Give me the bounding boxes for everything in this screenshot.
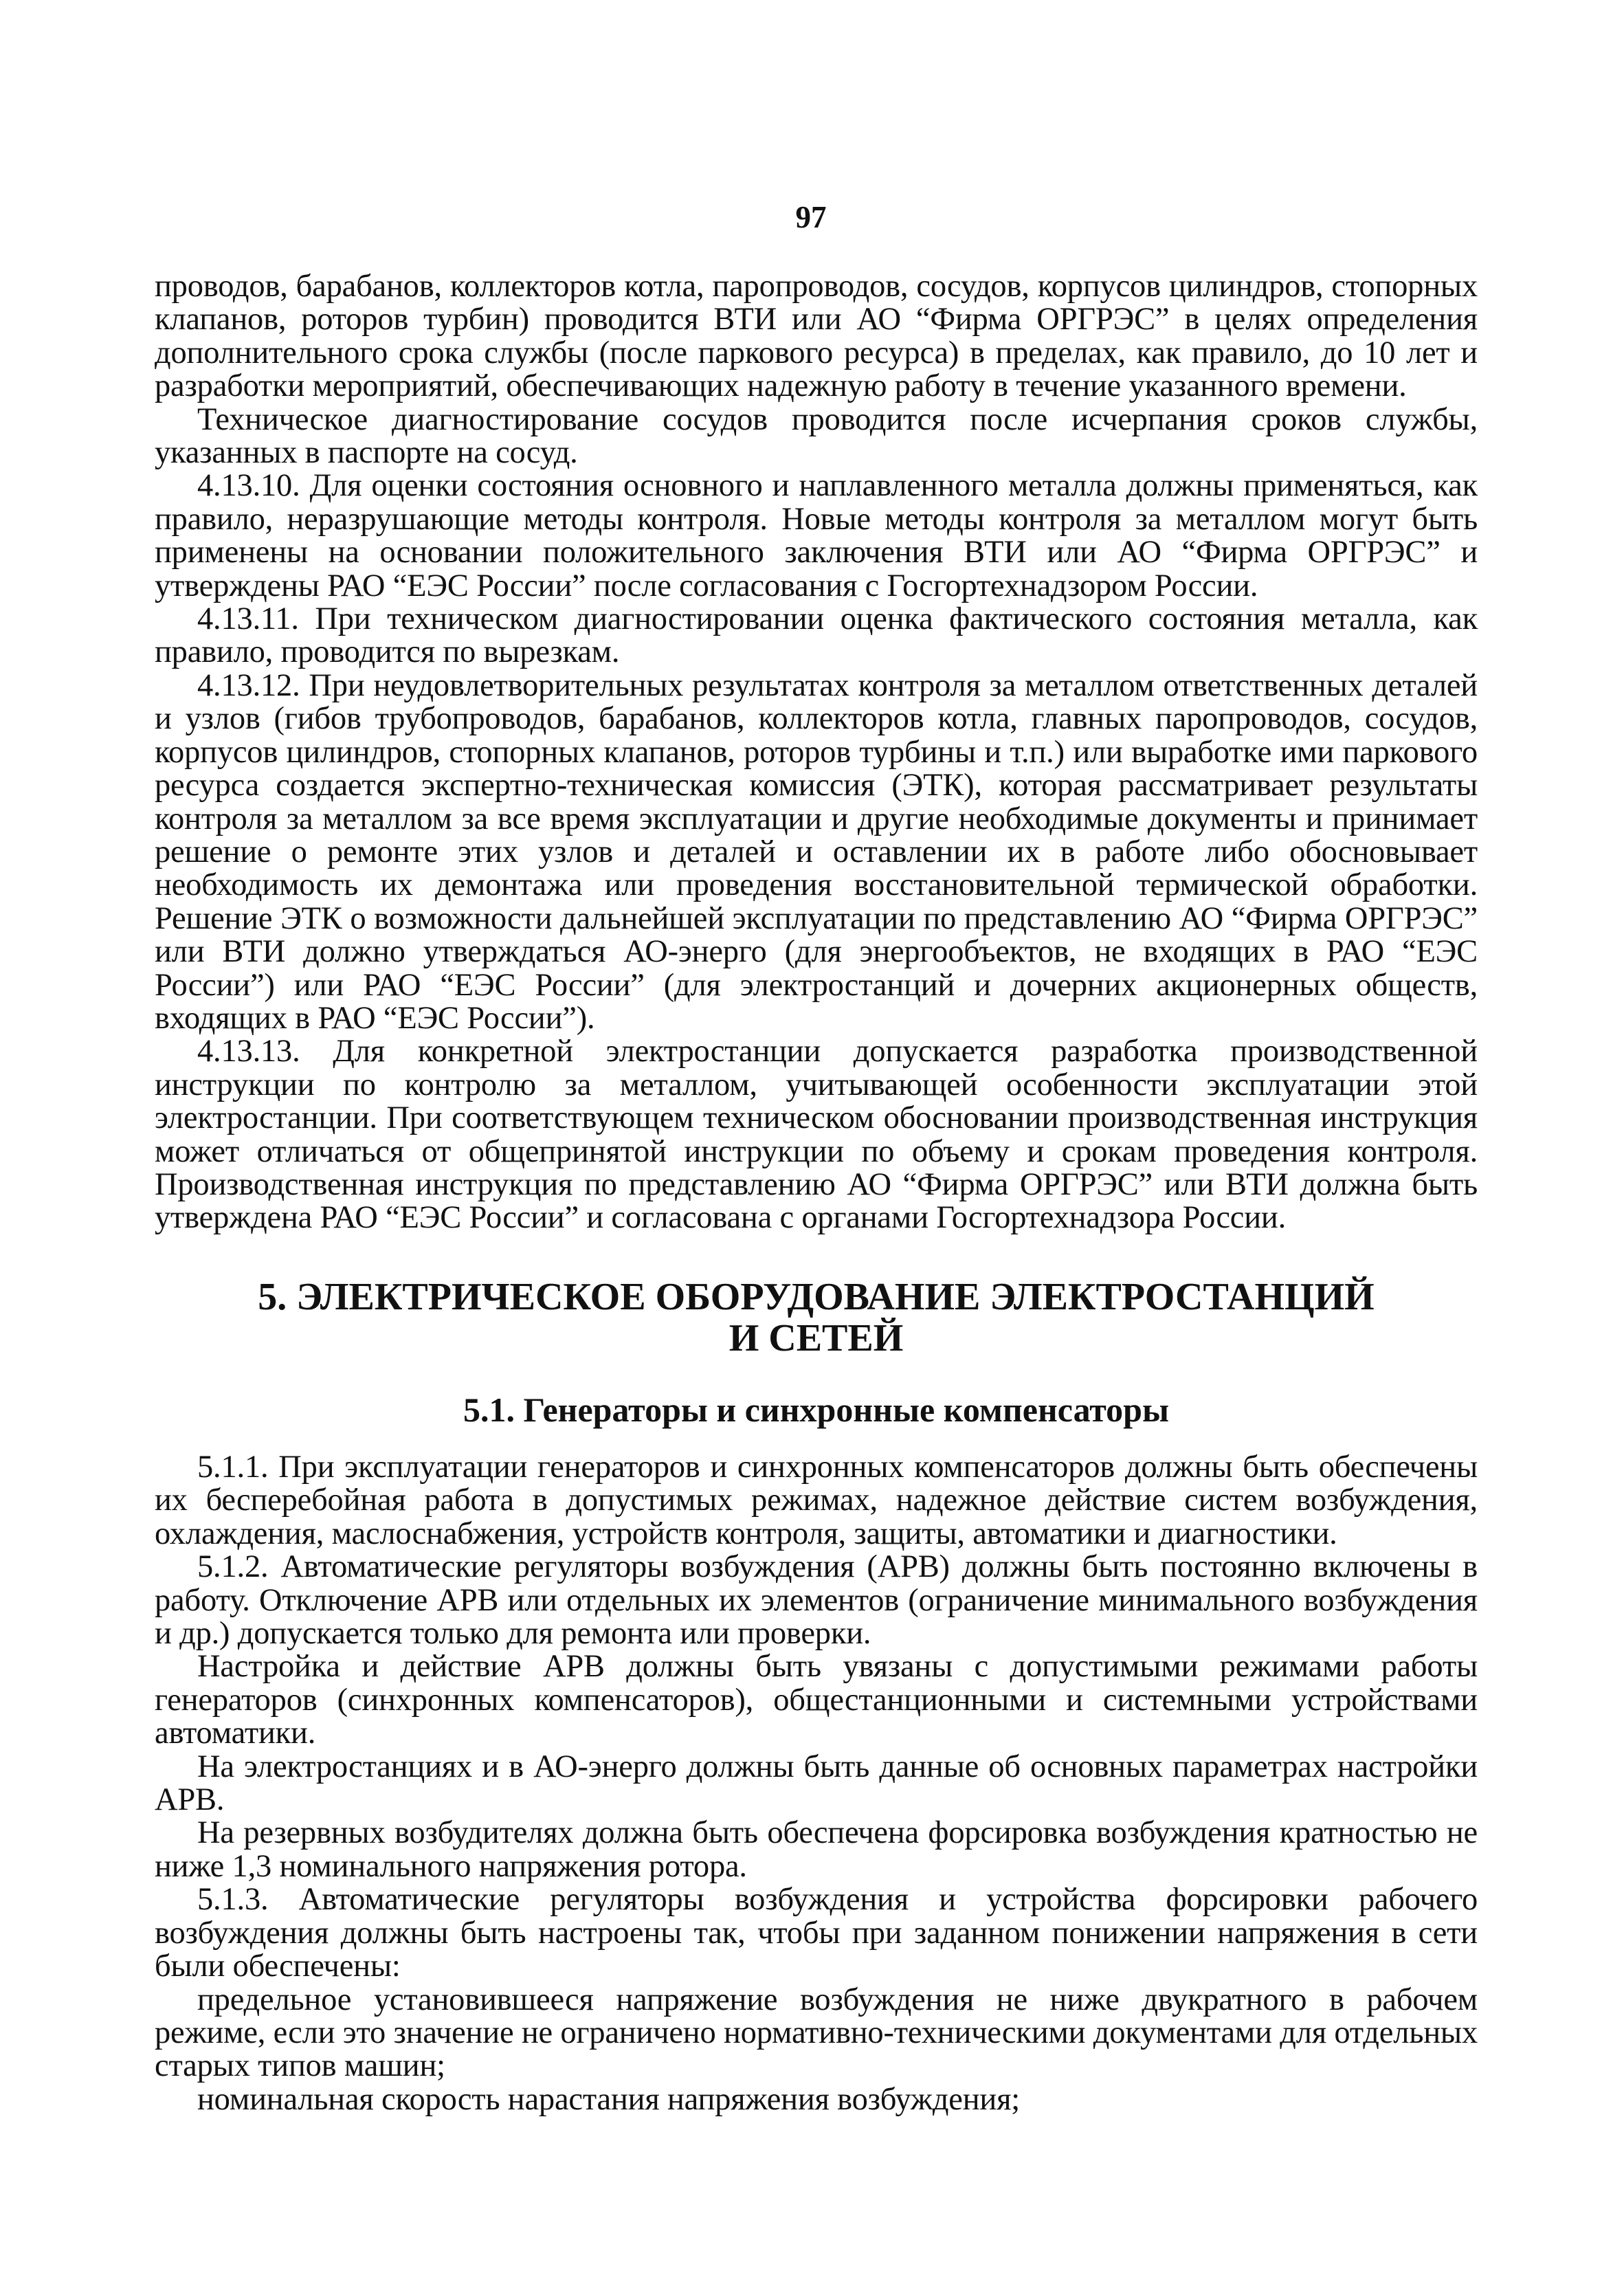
paragraph-arv-parameters: На электростанциях и в АО-энерго должны быть данные об основных параметрах настройки АРВ.	[155, 1749, 1478, 1818]
paragraph-5-1-1: 5.1.1. При эксплуатации генераторов и синхронных компенсаторов должны быть обеспечены их бесперебойная работа в допустимых режимах, надежное действие систем возбуждения, охлаждения, маслоснабжения, устройств контроля, защиты, автоматики и диагностики.	[155, 1450, 1478, 1551]
page-number: 97	[795, 200, 827, 234]
list-item-rate-of-rise: номинальная скорость нарастания напряжения возбуждения;	[197, 2081, 1021, 2117]
list-item-limit-voltage: предельное установившееся напряжение возбуждения не ниже двукратного в рабочем режиме, если это значение не ограничено нормативно-техническими документами для отдельных старых типов машин;	[155, 1982, 1478, 2084]
paragraph-reserve-exciters: На резервных возбудителях должна быть обеспечена форсировка возбуждения кратностью не ниже 1,3 номинального напряжения ротора.	[155, 1815, 1478, 1884]
section-heading-line-2: И СЕТЕЙ	[728, 1317, 904, 1360]
paragraph-4-13-11: 4.13.11. При техническом диагностировании оценка фактического состояния металла, как правило, проводится по вырезкам.	[155, 601, 1478, 670]
paragraph-vessel-diagnostics: Техническое диагностирование сосудов проводится после исчерпания сроков службы, указанных в паспорте на сосуд.	[155, 401, 1478, 471]
paragraph-4-13-13: 4.13.13. Для конкретной электростанции допускается разработка производственной инструкции по контролю за металлом, учитывающей особенности эксплуатации этой электростанции. При соответствующем техническом обосновании производственная инструкция может отличаться от общепринятой инструкции по объему и срокам проведения контроля. Производственная инструкция по представлению АО “Фирма ОРГРЭС” или ВТИ должна быть утверждена РАО “ЕЭС России” и согласована с органами Госгортехнадзора России.	[155, 1034, 1478, 1236]
subsection-heading: 5.1. Генераторы и синхронные компенсаторы	[463, 1390, 1170, 1429]
paragraph-5-1-3: 5.1.3. Автоматические регуляторы возбуждения и устройства форсировки рабочего возбуждения должны быть настроены так, чтобы при заданном понижении напряжения в сети были обеспечены:	[155, 1882, 1478, 1984]
metal-control-section	[155, 270, 1478, 1235]
paragraph-4-13-12: 4.13.12. При неудовлетворительных результатах контроля за металлом ответственных деталей и узлов (гибов трубопроводов, барабанов, коллекторов котла, главных паропроводов, сосудов, корпусов цилиндров, стопорных клапанов, роторов турбины и т.п.) или выработке ими паркового ресурса создается экспертно-техническая комиссия (ЭТК), которая рассматривает результаты контроля за металлом за все время эксплуатации и другие необходимые документы и принимает решение о ремонте этих узлов и деталей и оставлении их в работе либо обосновывает необходимость их демонтажа или проведения восстановительной термической обработки. Решение ЭТК о возможности дальнейшей эксплуатации по представлению АО “Фирма ОРГРЭС” или ВТИ должно утверждаться АО-энерго (для энергообъектов, не входящих в РАО “ЕЭС России”) или РАО “ЕЭС России” (для электростанций и дочерних акционерных обществ, входящих в РАО “ЕЭС России”).	[155, 667, 1478, 1036]
generators-section	[155, 1451, 1478, 2116]
paragraph-continuation: проводов, барабанов, коллекторов котла, паропроводов, сосудов, корпусов цилиндров, стопорных клапанов, роторов турбин) проводится ВТИ или АО “Фирма ОРГРЭС” в целях определения дополнительного срока службы (после паркового ресурса) в пределах, как правило, до 10 лет и разработки мероприятий, обеспечивающих надежную работу в течение указанного времени.	[155, 269, 1478, 404]
paragraph-arv-setup: Настройка и действие АРВ должны быть увязаны с допустимыми режимами работы генераторов (синхронных компенсаторов), общестанционными и системными устройствами автоматики.	[155, 1649, 1478, 1751]
section-heading-line-1: 5. ЭЛЕКТРИЧЕСКОЕ ОБОРУДОВАНИЕ ЭЛЕКТРОСТАНЦИЙ	[258, 1276, 1375, 1318]
paragraph-4-13-10: 4.13.10. Для оценки состояния основного и наплавленного металла должны применяться, как правило, неразрушающие методы контроля. Новые методы контроля за металлом могут быть применены на основании положительного заключения ВТИ или АО “Фирма ОРГРЭС” и утверждены РАО “ЕЭС России” после согласования с Госгортехнадзором России.	[155, 468, 1478, 603]
paragraph-5-1-2: 5.1.2. Автоматические регуляторы возбуждения (АРВ) должны быть постоянно включены в работу. Отключение АРВ или отдельных их элементов (ограничение минимального возбуждения и др.) допускается только для ремонта или проверки.	[155, 1549, 1478, 1652]
section-heading	[155, 1276, 1478, 1359]
